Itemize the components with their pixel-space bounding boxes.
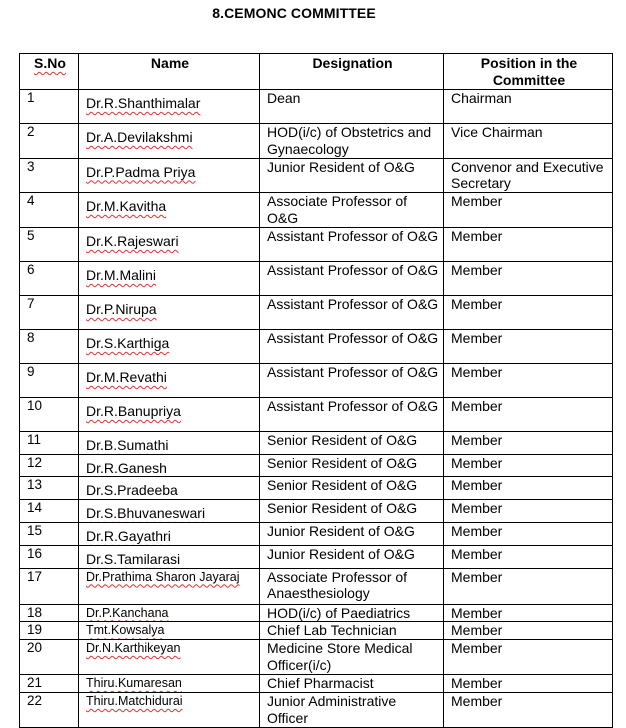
row-designation: Associate Professor of Anaesthesiology [260, 568, 444, 604]
row-name-cell [79, 500, 260, 523]
table-row [20, 692, 613, 727]
row-designation: Dean [260, 90, 444, 124]
table-row [20, 363, 613, 397]
row-name: Thiru.Kumaresan [86, 676, 182, 691]
row-designation: Junior Administrative Officer [260, 692, 444, 727]
row-name-cell [79, 522, 260, 545]
document-title: 8.CEMONC COMMITTEE [212, 5, 376, 21]
row-sno: 9 [20, 363, 79, 397]
header-position: Position in the Committee [444, 54, 613, 90]
row-name: Dr.R.Ganesh [86, 459, 167, 476]
row-position: Member [444, 568, 613, 604]
row-name: Thiru.Matchidurai [86, 693, 183, 708]
row-name-cell [79, 604, 260, 622]
row-designation: Assistant Professor of O&G [260, 227, 444, 261]
row-sno: 6 [20, 261, 79, 295]
row-position: Member [444, 397, 613, 431]
row-name-cell [79, 622, 260, 640]
table-row [20, 124, 613, 159]
row-position: Member [444, 261, 613, 295]
row-designation: Junior Resident of O&G [260, 545, 444, 568]
row-sno: 15 [20, 522, 79, 545]
row-name-cell [79, 363, 260, 397]
table-body [20, 90, 613, 728]
row-designation: Senior Resident of O&G [260, 454, 444, 477]
row-name: Dr.R.Gayathri [86, 527, 171, 544]
row-designation: Senior Resident of O&G [260, 477, 444, 500]
row-name: Tmt.Kowsalya [86, 623, 165, 638]
table-row [20, 329, 613, 363]
table-row [20, 193, 613, 228]
row-position: Member [444, 692, 613, 727]
row-designation: HOD(i/c) of Paediatrics [260, 604, 444, 622]
row-sno: 8 [20, 329, 79, 363]
table-row [20, 477, 613, 500]
table-row [20, 397, 613, 431]
row-name: Dr.M.Kavitha [86, 198, 167, 215]
row-designation: Chief Lab Technician [260, 622, 444, 640]
row-position: Member [444, 622, 613, 640]
row-designation: Junior Resident of O&G [260, 522, 444, 545]
table-row [20, 500, 613, 523]
row-designation: Medicine Store Medical Officer(i/c) [260, 640, 444, 675]
row-designation: Junior Resident of O&G [260, 158, 444, 193]
row-position: Chairman [444, 90, 613, 124]
row-name-cell [79, 431, 260, 454]
row-name-cell [79, 640, 260, 675]
row-name-cell [79, 295, 260, 329]
row-sno: 17 [20, 568, 79, 604]
row-designation: Senior Resident of O&G [260, 431, 444, 454]
row-sno: 5 [20, 227, 79, 261]
row-sno: 1 [20, 90, 79, 124]
row-position: Member [444, 193, 613, 228]
committee-table [19, 53, 613, 728]
row-position: Member [444, 500, 613, 523]
row-name: Dr.P.Kanchana [86, 605, 169, 620]
header-designation: Designation [260, 54, 444, 90]
table-row [20, 261, 613, 295]
row-position: Member [444, 454, 613, 477]
row-designation: Associate Professor of O&G [260, 193, 444, 228]
row-position: Member [444, 604, 613, 622]
row-position: Member [444, 329, 613, 363]
row-sno: 11 [20, 431, 79, 454]
row-designation: Assistant Professor of O&G [260, 261, 444, 295]
table-row [20, 522, 613, 545]
row-name-cell [79, 454, 260, 477]
row-name: Dr.Prathima Sharon Jayaraj [86, 569, 240, 584]
table-row [20, 431, 613, 454]
row-sno: 19 [20, 622, 79, 640]
row-designation: HOD(i/c) of Obstetrics and Gynaecology [260, 124, 444, 159]
row-name: Dr.P.Padma Priya [86, 163, 196, 180]
row-designation: Senior Resident of O&G [260, 500, 444, 523]
table-row [20, 158, 613, 193]
row-name: Dr.S.Bhuvaneswari [86, 505, 206, 522]
row-position: Member [444, 545, 613, 568]
row-designation: Assistant Professor of O&G [260, 295, 444, 329]
row-sno: 22 [20, 692, 79, 727]
row-sno: 10 [20, 397, 79, 431]
table-header-row [20, 54, 613, 90]
row-sno: 20 [20, 640, 79, 675]
row-sno: 21 [20, 675, 79, 693]
table-row [20, 622, 613, 640]
row-name: Dr.K.Rajeswari [86, 232, 179, 249]
row-name: Dr.B.Sumathi [86, 436, 169, 453]
row-position: Member [444, 477, 613, 500]
header-name: Name [79, 54, 260, 90]
row-name: Dr.S.Karthiga [86, 334, 170, 351]
row-sno: 2 [20, 124, 79, 159]
row-position: Convenor and Executive Secretary [444, 158, 613, 193]
row-name: Dr.N.Karthikeyan [86, 641, 181, 656]
row-name-cell [79, 329, 260, 363]
row-name-cell [79, 227, 260, 261]
row-position: Member [444, 431, 613, 454]
row-name-cell [79, 545, 260, 568]
row-name-cell [79, 261, 260, 295]
row-designation: Assistant Professor of O&G [260, 397, 444, 431]
row-designation: Assistant Professor of O&G [260, 363, 444, 397]
row-name: Dr.R.Banupriya [86, 402, 181, 419]
row-sno: 7 [20, 295, 79, 329]
row-sno: 12 [20, 454, 79, 477]
row-name-cell [79, 124, 260, 159]
row-position: Member [444, 227, 613, 261]
table-row [20, 227, 613, 261]
table-row [20, 90, 613, 124]
row-name-cell [79, 568, 260, 604]
row-position: Member [444, 522, 613, 545]
row-name: Dr.M.Revathi [86, 368, 167, 385]
row-name: Dr.M.Malini [86, 266, 157, 283]
row-name: Dr.S.Tamilarasi [86, 550, 181, 567]
row-position: Member [444, 675, 613, 693]
row-name: Dr.A.Devilakshmi [86, 129, 193, 145]
row-sno: 16 [20, 545, 79, 568]
row-sno: 4 [20, 193, 79, 228]
row-position: Member [444, 640, 613, 675]
row-position: Member [444, 295, 613, 329]
row-designation: Chief Pharmacist [260, 675, 444, 693]
row-sno: 14 [20, 500, 79, 523]
row-sno: 3 [20, 158, 79, 193]
row-designation: Assistant Professor of O&G [260, 329, 444, 363]
row-name-cell [79, 477, 260, 500]
row-name: Dr.P.Nirupa [86, 300, 157, 317]
row-name-cell [79, 193, 260, 228]
header-sno: S.No [20, 54, 79, 90]
row-sno: 13 [20, 477, 79, 500]
row-name-cell [79, 397, 260, 431]
row-name: Dr.R.Shanthimalar [86, 95, 201, 111]
table-row [20, 604, 613, 622]
row-name-cell [79, 692, 260, 727]
table-row [20, 568, 613, 604]
row-sno: 18 [20, 604, 79, 622]
table-row [20, 675, 613, 693]
table-row [20, 295, 613, 329]
row-position: Member [444, 363, 613, 397]
table-row [20, 640, 613, 675]
row-name: Dr.S.Pradeeba [86, 482, 178, 499]
table-row [20, 545, 613, 568]
row-position: Vice Chairman [444, 124, 613, 159]
row-name-cell [79, 158, 260, 193]
row-name-cell [79, 675, 260, 693]
table-row [20, 454, 613, 477]
row-name-cell [79, 90, 260, 124]
